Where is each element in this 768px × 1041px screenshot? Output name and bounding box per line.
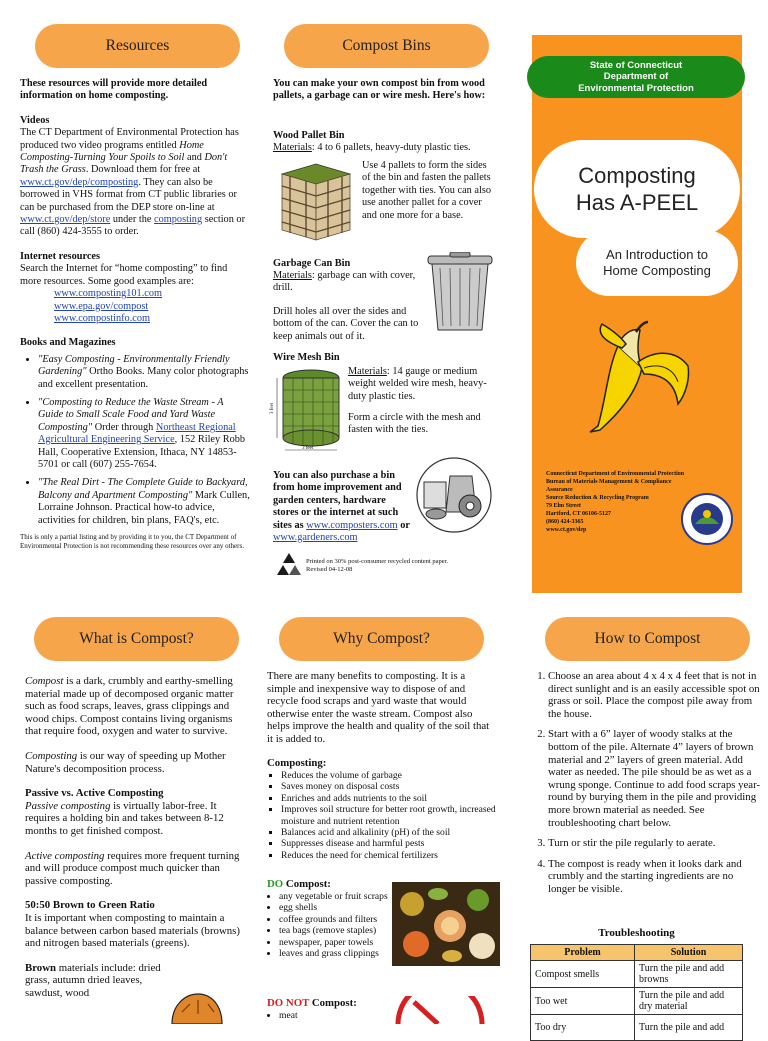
purchase-text: You can also purchase a bin from home improvement and garden centers, hardware stores or the internet at such sites as www.composters.com or www.gardeners.com: [273, 470, 410, 544]
list-item: ▪ Suppresses disease and harmful pests: [281, 838, 501, 849]
list-item: ▪ Balances acid and alkalinity (pH) of the soil: [281, 827, 501, 838]
wire-dimension-width: 3 feet: [302, 446, 314, 451]
internet-heading: Internet resources: [20, 250, 100, 262]
brown-materials-text: Brown materials include: dried grass, autumn dried leaves, sawdust, wood: [25, 961, 161, 999]
agency-banner: State of Connecticut Department of Environmental Protection: [527, 56, 745, 98]
table-row: [531, 988, 743, 1015]
passive-active-heading: Passive vs. Active Composting: [25, 787, 164, 800]
wire-dimension-height: 3 feet: [270, 402, 275, 414]
why-compost-intro: There are many benefits to composting. It is a simple and inexpensive way to dispose of and recycle food scraps and yard waste that would otherwise enter the waste stream. Compost also helps improve the health and quality of the soil that it is added to.: [267, 670, 490, 745]
column-header: Problem: [531, 945, 635, 961]
cover-subtitle: An Introduction to Home Composting: [576, 230, 738, 296]
table-cell: Too wet: [531, 988, 635, 1015]
list-item: • leaves and grass clippings: [279, 948, 407, 959]
recycled-paper-note: Printed on 30% post-consumer recycled content paper. Revised 04-12-08: [306, 558, 449, 573]
books-heading: Books and Magazines: [20, 337, 116, 349]
resources-disclaimer: This is only a partial listing and by providing it to you, the CT Department of Environmental Protection is not recommending these resources over any others.: [20, 533, 244, 550]
compostinfo-link[interactable]: www.compostinfo.com: [54, 312, 150, 324]
active-text: Active composting requires more frequent turning and will produce compost much quicker than passive composting.: [25, 849, 240, 887]
videos-paragraph: The CT Department of Environmental Protection has produced two video programs entitled Home Composting-Turning Your Spoils to Soil and Don't Trash the Grass. Download them for free at www.ct.gov/dep/composting. They can also be borrowed in VHS format from CT public libraries or can be purchased from the DEP store on-line at www.ct.gov/dep/store under the composting section or call (860) 424-3555 to order.: [20, 127, 246, 238]
list-item: 2. Start with a 6” layer of woody stalks at the bottom of the pile. Alternate 4” layers of brown material and 2” layers of green material. Add water as needed. The pile should be as wet as a wrung sponge. Continue to add food scraps year-round by burying them in the pile and providing more brown material as needed. See troubleshooting chart below.: [548, 728, 761, 829]
bins-intro: You can make your own compost bin from wood pallets, a garbage can or wire mesh. Here's how:: [273, 78, 486, 102]
cover-title: Composting Has A-PEEL: [534, 140, 740, 238]
composting-benefits-heading: Composting:: [267, 757, 327, 769]
table-cell: Turn the pile and add dry material: [635, 988, 743, 1015]
list-item: ▪ Improves soil structure for better root growth, increased moisture and nutrient retention: [281, 804, 501, 827]
composting101-link[interactable]: www.composting101.com: [54, 288, 163, 300]
wire-mesh-bin-illustration: [273, 366, 347, 452]
videos-heading: Videos: [20, 114, 50, 126]
pallet-text: Use 4 pallets to form the sides of the bin and fasten the pallets together with ties. You can also use another pallet for a cover and one more for a base.: [362, 160, 491, 221]
list-item: • "The Real Dirt - The Complete Guide to Backyard, Balcony and Apartment Composting" Mark Cullen, Lorraine Johnson. Practical how-to advice, activities for children, bin plans, FAQ's, etc.: [38, 477, 250, 527]
garbage-can-heading: Garbage Can Bin: [273, 258, 351, 269]
list-item: • newspaper, paper towels: [279, 937, 407, 948]
garbage-can-illustration: [426, 252, 494, 334]
resources-heading: Resources: [35, 24, 240, 68]
pallet-materials: Materials: 4 to 6 pallets, heavy-duty plastic ties.: [273, 142, 471, 153]
do-not-compost-heading: DO NOT Compost:: [267, 997, 357, 1009]
wire-mesh-heading: Wire Mesh Bin: [273, 352, 340, 363]
table-cell: Turn the pile and add: [635, 1015, 743, 1041]
do-not-compost-list: [267, 1010, 399, 1021]
list-item: ▪ Enriches and adds nutrients to the soil: [281, 793, 501, 804]
troubleshooting-heading: Troubleshooting: [598, 927, 675, 939]
dep-store-link[interactable]: www.ct.gov/dep/store: [20, 214, 111, 226]
passive-text: Passive composting is virtually labor-free. It requires a holding bin and takes between 8-12 months to get finished compost.: [25, 799, 224, 837]
wire-mesh-text: Form a circle with the mesh and fasten with the ties.: [348, 412, 481, 436]
cover-address: Connecticut Department of Environmental Protection Bureau of Materials Management & Compliance Assurance Source Reduction & Recycling Program 79 Elm Street Hartford, CT 06106-5127 (860) 424-3365 www.ct.gov/dep: [546, 471, 685, 533]
internet-links: [20, 288, 250, 325]
list-item: • meat: [279, 1010, 399, 1021]
dep-composting-link[interactable]: www.ct.gov/dep/composting: [20, 176, 139, 188]
composters-link[interactable]: www.composters.com: [306, 519, 398, 531]
food-scraps-photo: [392, 882, 500, 966]
garbage-can-text: Drill holes all over the sides and bottom of the can. Cover the can to keep animals out of it.: [273, 306, 419, 342]
compost-definition: Compost is a dark, crumbly and earthy-smelling material made up of decomposed organic matter such as food scraps, leaves, grass clippings and wood chips. Compost contains living organisms that require food, oxygen and water to survive.: [25, 675, 234, 738]
internet-text: Search the Internet for “home composting” to find more resources. Some good examples are:: [20, 263, 228, 287]
list-item: • "Composting to Reduce the Waste Stream - A Guide to Small Scale Food and Yard Waste Composting" Order through Northeast Regional Agricultural Engineering Service, 152 Riley Robb Hall, Cooperative Extension, Ithaca, NY 14853-5701 or call (607) 255-7654.: [38, 397, 250, 471]
gardeners-link[interactable]: www.gardeners.com: [273, 532, 358, 544]
epa-compost-link[interactable]: www.epa.gov/compost: [54, 300, 149, 312]
list-item: 1. Choose an area about 4 x 4 x 4 feet that is not in direct sunlight and is an easily accessible spot on grass or soil. Place the compost pile away from the house.: [548, 670, 761, 720]
troubleshooting-table: [530, 944, 743, 1041]
list-item: 4. The compost is ready when it looks dark and crumbly and the starting ingredients are no longer be visible.: [548, 858, 761, 896]
commercial-bins-illustration: [414, 456, 494, 534]
list-item: • any vegetable or fruit scraps: [279, 891, 407, 902]
banana-illustration: [578, 318, 706, 436]
how-to-compost-heading: How to Compost: [545, 617, 750, 661]
resources-panel: [20, 78, 250, 550]
do-compost-list: [267, 891, 407, 959]
do-compost-heading: DO Compost:: [267, 878, 331, 890]
why-compost-heading: Why Compost?: [279, 617, 484, 661]
prohibited-icon: [392, 996, 488, 1024]
compost-bins-heading: Compost Bins: [284, 24, 489, 68]
wire-mesh-materials: Materials: 14 gauge or medium weight welded wire mesh, heavy-duty plastic ties.: [348, 366, 487, 402]
list-item: 3. Turn or stir the pile regularly to aerate.: [548, 837, 761, 850]
resources-intro: These resources will provide more detailed information on home composting.: [20, 78, 208, 102]
table-cell: Too dry: [531, 1015, 635, 1041]
list-item: ▪ Reduces the volume of garbage: [281, 770, 501, 781]
pallet-heading: Wood Pallet Bin: [273, 130, 345, 141]
table-row: [531, 961, 743, 988]
table-cell: Turn the pile and add browns: [635, 961, 743, 988]
dep-seal-icon: [680, 492, 734, 546]
what-is-compost-heading: What is Compost?: [34, 617, 239, 661]
what-is-compost-panel: [25, 675, 240, 999]
garbage-can-materials: Materials: garbage can with cover, drill.: [273, 270, 416, 294]
list-item: • "Easy Composting - Environmentally Friendly Gardening" Ortho Books. Many color photographs and excellent presentation.: [38, 354, 250, 391]
composting-definition: Composting is our way of speeding up Mother Nature's decomposition process.: [25, 749, 226, 775]
recycle-icon: [275, 552, 303, 578]
list-item: • tea bags (remove staples): [279, 925, 407, 936]
list-item: • coffee grounds and filters: [279, 914, 407, 925]
ratio-text: It is important when composting to maintain a balance between carbon based materials (browns) and nitrogen based materials (greens).: [25, 911, 240, 950]
books-list: [20, 354, 250, 527]
table-row: [531, 1015, 743, 1041]
column-header: Solution: [635, 945, 743, 961]
how-to-steps: [530, 670, 761, 904]
nraes-link[interactable]: Northeast Regional Agricultural Engineering Service: [38, 421, 236, 446]
ratio-heading: 50:50 Brown to Green Ratio: [25, 899, 155, 912]
leaves-pile-illustration: [168, 992, 224, 1024]
list-item: ▪ Reduces the need for chemical fertilizers: [281, 850, 501, 861]
table-header-row: [531, 945, 743, 961]
composting-section-link[interactable]: composting: [154, 214, 203, 226]
benefits-list: [267, 770, 501, 861]
list-item: • egg shells: [279, 902, 407, 913]
wood-pallet-bin-illustration: [276, 160, 356, 244]
list-item: ▪ Saves money on disposal costs: [281, 781, 501, 792]
table-cell: Compost smells: [531, 961, 635, 988]
